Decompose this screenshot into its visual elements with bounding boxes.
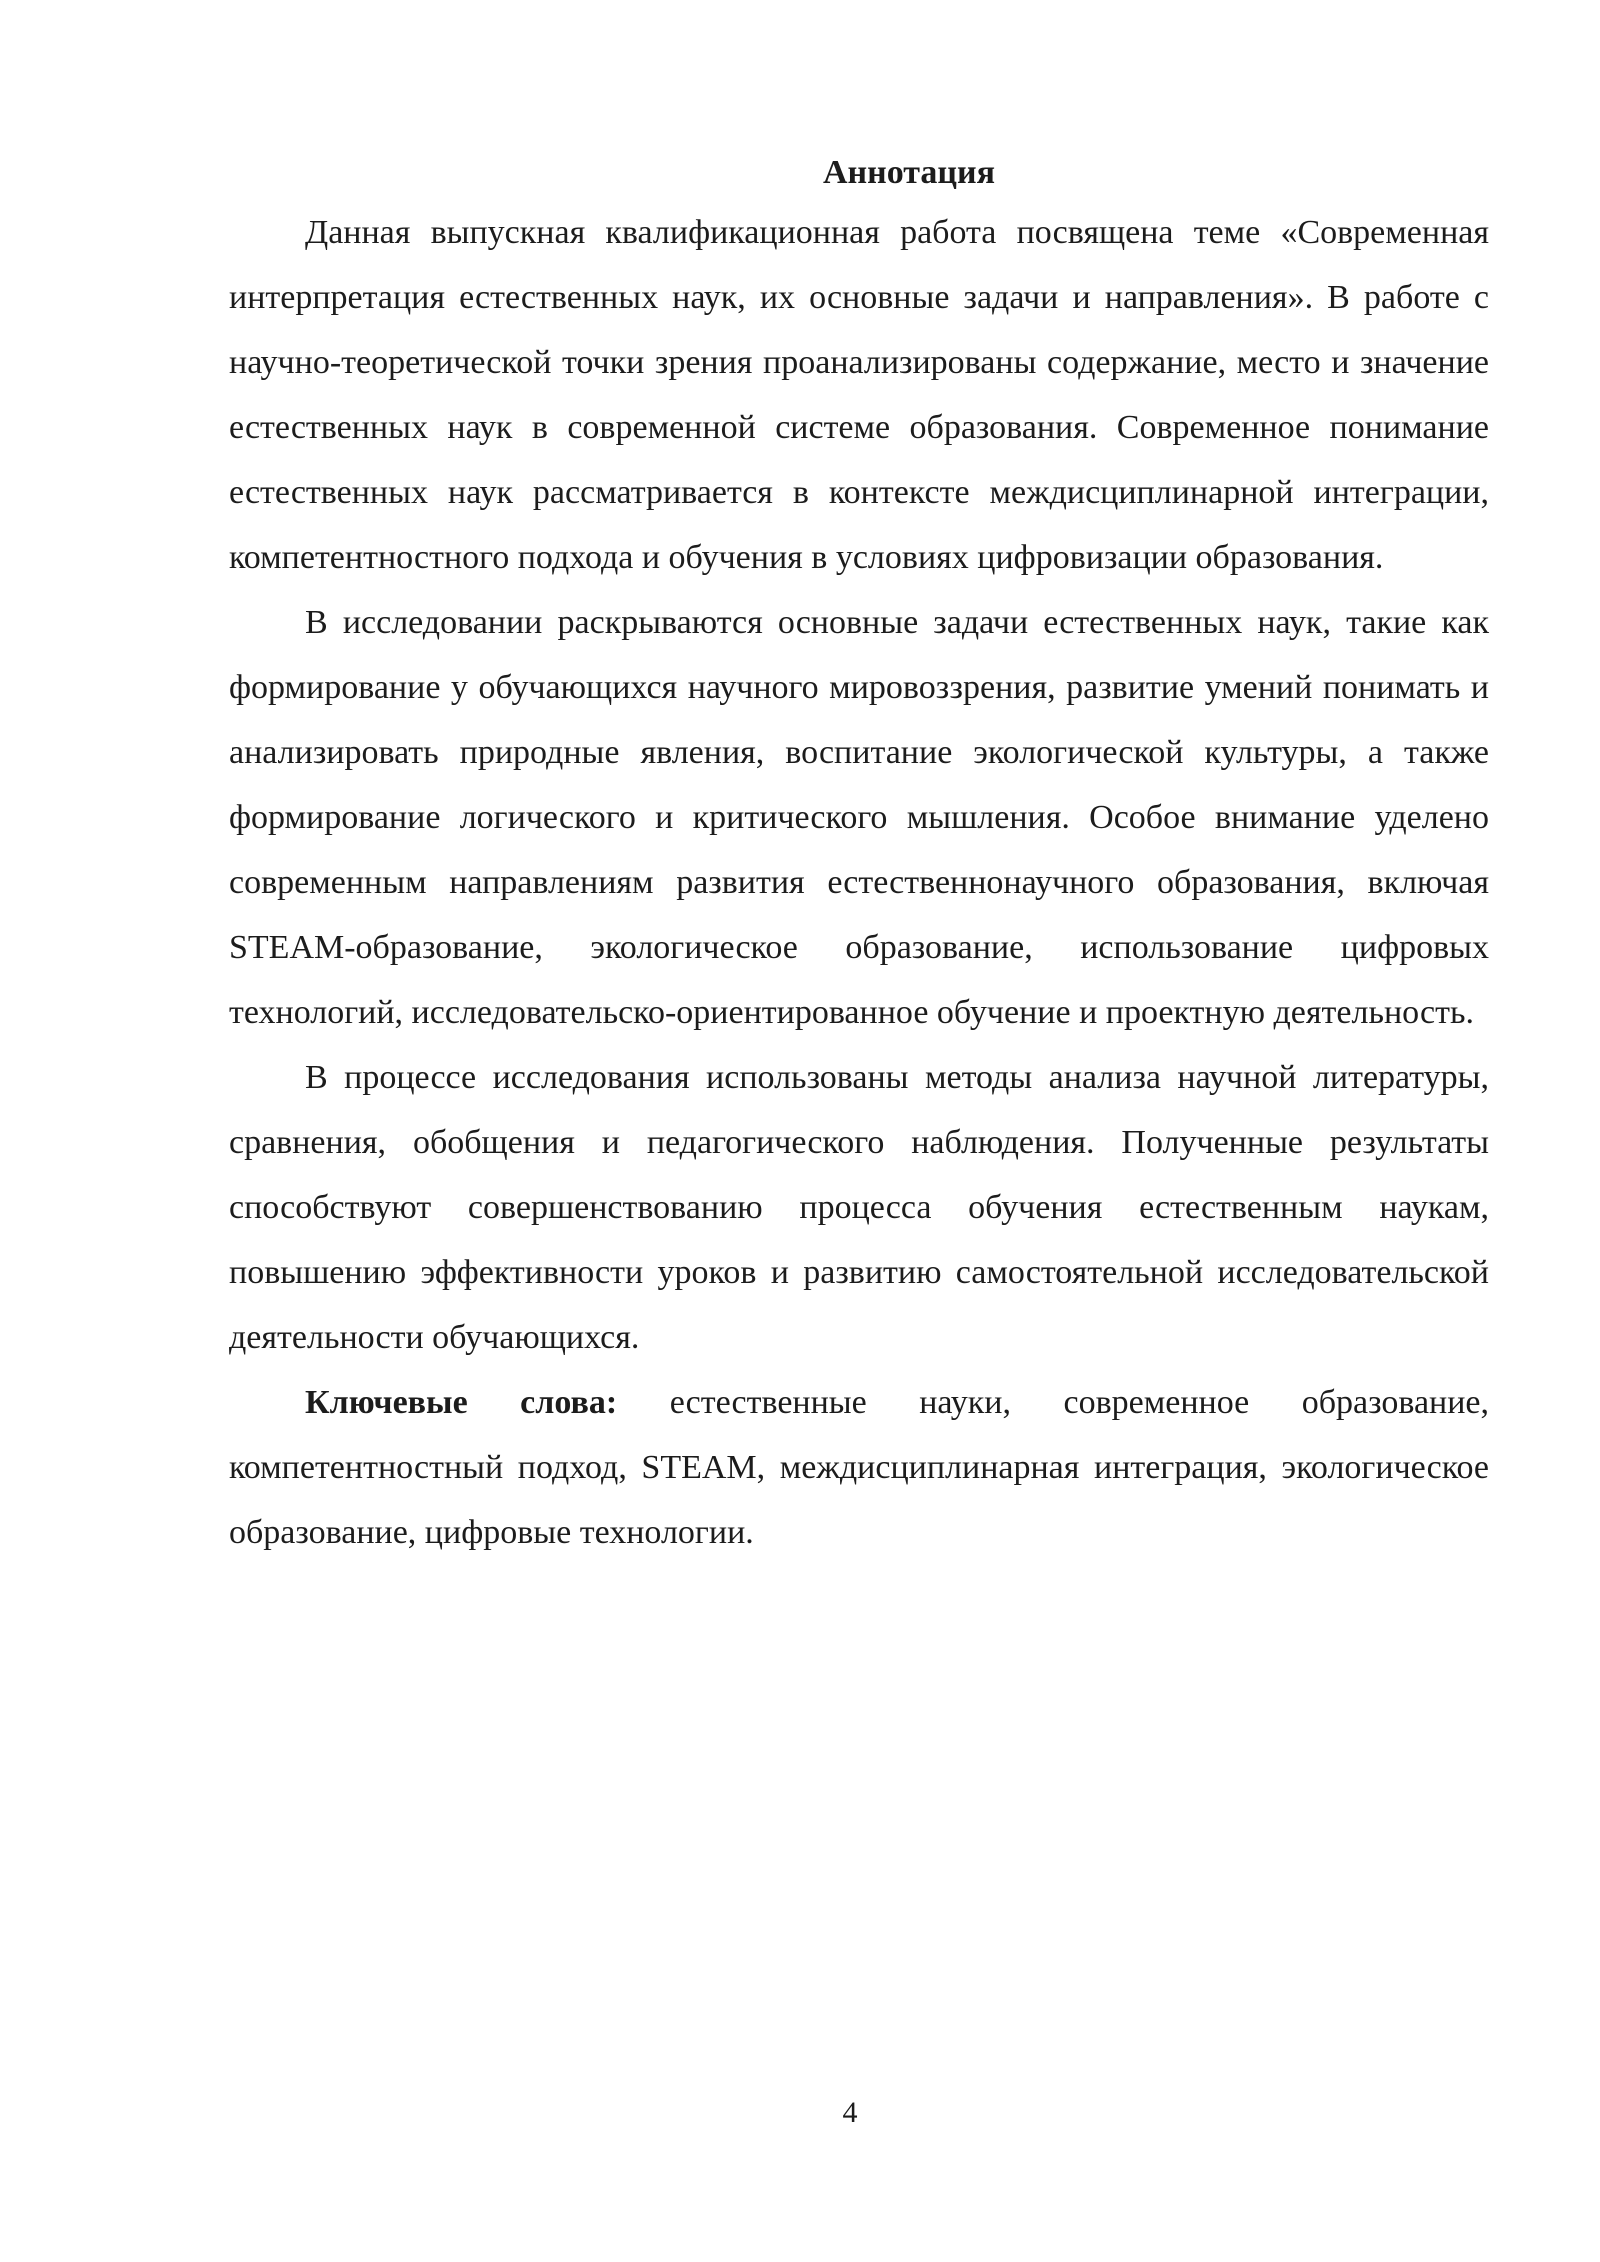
page-title: Аннотация xyxy=(823,154,995,191)
paragraph-tasks: В исследовании раскрываются основные задачи естественных наук, такие как формирование у обучающихся научного мировоззрения, развитие умений понимать и анализировать природные явления, воспитание экологической культуры, а также формирование логического и критического мышления. Особое внимание уделено современным направлениям развития естественнонаучного образования, включая STEAM-образование, экологическое образование, использование цифровых технологий, исследовательско-ориентированное обучение и проектную деятельность. xyxy=(229,604,1489,1031)
paragraph-methods: В процессе исследования использованы методы анализа научной литературы, сравнения, обобщения и педагогического наблюдения. Полученные результаты способствуют совершенствованию процесса обучения естественным наукам, повышению эффективности уроков и развитию самостоятельной исследовательской деятельности обучающихся. xyxy=(229,1059,1489,1356)
keywords-paragraph xyxy=(229,1370,1489,1565)
keywords-text: естественные науки, современное образование, компетентностный подход, STEAM, междисциплинарная интеграция, экологическое образование, цифровые технологии. xyxy=(229,1384,1490,1551)
page-number: 4 xyxy=(842,2096,858,2129)
paragraph-intro: Данная выпускная квалификационная работа посвящена теме «Современная интерпретация естественных наук, их основные задачи и направления». В работе с научно-теоретической точки зрения проанализированы содержание, место и значение естественных наук в современной системе образования. Современное понимание естественных наук рассматривается в контексте междисциплинарной интеграции, компетентностного подхода и обучения в условиях цифровизации образования. xyxy=(229,214,1489,576)
annotation-body xyxy=(229,145,1489,1565)
keywords-label: Ключевые слова: xyxy=(305,1384,618,1421)
